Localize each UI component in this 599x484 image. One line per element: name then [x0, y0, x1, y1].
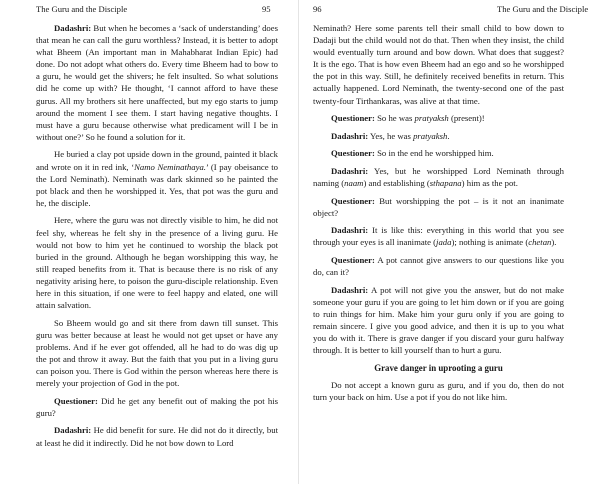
- paragraph: [36, 317, 278, 390]
- paragraph-text: .: [447, 130, 450, 141]
- paragraph: [313, 112, 564, 124]
- right-page-body: [313, 22, 564, 409]
- paragraph-text: ) him as the pot.: [461, 178, 518, 189]
- speaker-label: Questioner:: [54, 395, 98, 406]
- paragraph: [313, 254, 564, 278]
- italic-mantra: Namo Neminathaya.: [134, 161, 206, 172]
- speaker-label: Questioner:: [331, 255, 375, 265]
- right-running-title: The Guru and the Disciple: [497, 4, 589, 14]
- paragraph-text: He buried a clay pot upside down in the ground, painted it black and wrote on it in red ink, ‘: [36, 149, 278, 172]
- paragraph-text: ’ (I pay obeisance to the Lord Neminath). Neminath was dark skinned so he painted the pot black and then he worshipped it. Yes, that pot was the guru and he, the disciple.: [36, 161, 278, 208]
- paragraph: [313, 130, 564, 142]
- right-page-number: 96: [313, 4, 322, 14]
- paragraph-text: Here, where the guru was not directly visible to him, he did not feel shy, whereas he felt shy in the presence of a living guru. He would not bow to him yet he continued to worship the black pot buried in the ground. Although he began worshipping this way, he still reaped benefits from it. That is because there is no risk of any negativity arising here, to poison the guru-disciple relationship. Even here in this situation, if one were to feel happy and elated, one will attain salvation.: [36, 215, 278, 311]
- speaker-label: Dadashri:: [331, 130, 369, 141]
- paragraph-text: ); nothing is animate (: [451, 237, 529, 248]
- speaker-label: Dadashri:: [331, 284, 369, 295]
- paragraph-text: But when he becomes a ‘sack of understanding’ does that mean he can call the guru worthless? Instead, it is better to adopt what Bheem (An important man in Mahabharat Indian Epic) had done. Do not adopt what others do. Every time Bheem had to bow to a guru, he would get the shivers; he felt insulted. So what solutions did he come up with? He thought, ‘I cannot afford to have these gurus. All my brothers sit here unaffected, but my ego starts to jump around the moment I see them. I start having negative thoughts. I must have a guru because otherwise what predicament will I be in without one?’ So he found a solution for it.: [36, 23, 278, 142]
- paragraph-text: (present)!: [448, 113, 485, 124]
- speaker-label: Questioner:: [331, 113, 375, 124]
- paragraph-text: A pot cannot give answers to our questions like you do, can it?: [313, 255, 564, 278]
- paragraph: [313, 147, 564, 159]
- paragraph: [36, 214, 278, 311]
- speaker-label: Questioner:: [331, 148, 375, 159]
- left-page-body: [36, 22, 278, 454]
- speaker-label: Questioner:: [331, 195, 375, 206]
- italic-term: naam: [344, 178, 364, 189]
- speaker-label: Dadashri:: [54, 23, 92, 33]
- italic-term: pratyaksh: [413, 130, 448, 141]
- paragraph: [36, 148, 278, 208]
- paragraph: Do not accept a known guru as guru, and if you do, then do not turn your back on him. Use a pot if you do not like him.: [313, 379, 564, 402]
- paragraph: [313, 284, 564, 357]
- paragraph: [313, 165, 564, 189]
- paragraph: [36, 395, 278, 419]
- speaker-label: Dadashri:: [331, 225, 369, 236]
- paragraph: [36, 424, 278, 448]
- paragraph-text: He did benefit for sure. He did not do it directly, but at least he did it indirectly. Did he not bow down to Lord: [36, 425, 278, 448]
- paragraph-text: So he was: [374, 113, 415, 124]
- paragraph-text: ).: [551, 237, 557, 248]
- left-page-number: 95: [262, 4, 271, 14]
- paragraph-text: But worshipping the pot – is it not an inanimate object?: [313, 195, 564, 218]
- left-page: [0, 0, 299, 484]
- right-page: [299, 0, 599, 484]
- paragraph-text: So in the end he worshipped him.: [374, 148, 494, 159]
- left-running-title: The Guru and the Disciple: [36, 4, 128, 14]
- paragraph-text: Yes, he was: [368, 130, 414, 141]
- italic-term: pratyaksh: [414, 113, 449, 124]
- paragraph-text: ) and establishing (: [363, 178, 430, 189]
- paragraph-text: It is like this: everything in this world that you see through your eyes is all inanimate (: [313, 225, 564, 248]
- paragraph-text: A pot will not give you the answer, but do not make someone your guru if you are going to let him down or if you are going to ruin things for him. Make him your guru only if you are going to remain sincere. I give you good advice, and then it is up to you what you do with it. There is grave danger if you discard your guru halfway through. It is better to kill yourself than to hurt a guru.: [313, 284, 564, 356]
- italic-term: sthapana: [429, 178, 462, 189]
- paragraph-text: Yes, but he worshipped Lord Neminath through naming (: [313, 165, 564, 189]
- paragraph: [36, 22, 278, 143]
- speaker-label: Dadashri:: [54, 425, 92, 436]
- italic-term: chetan: [528, 237, 552, 248]
- paragraph-text: So Bheem would go and sit there from dawn till sunset. This guru was better because at least he would not get upset or have any problems. And if he ever got offended, all he had to do was dig up the pot and throw it away. But the faith that you put in a living guru can poison you. There is God within the person whereas here there is merely your projection of God in the pot.: [36, 317, 278, 389]
- italic-term: jada: [436, 237, 452, 248]
- paragraph: [313, 224, 564, 248]
- continuation-paragraph: Neminath? Here some parents tell their small child to bow down to Dadaji but the child would not do that. Then when they insist, the child would eventually turn around and bow down. What does that suggest? It is the ego. That is how even Bheem had an ego and so he worshipped the pot in this way. Still, he definitely received benefits in return. This actually happened. Lord Neminath, the twenty-second one of the past twenty-four Tirthankaras, was alive at that time.: [313, 23, 564, 106]
- paragraph-text: Did he get any benefit out of making the pot his guru?: [36, 395, 278, 418]
- speaker-label: Dadashri:: [331, 165, 369, 176]
- paragraph: [313, 195, 564, 219]
- section-heading: Grave danger in uprooting a guru: [374, 362, 503, 373]
